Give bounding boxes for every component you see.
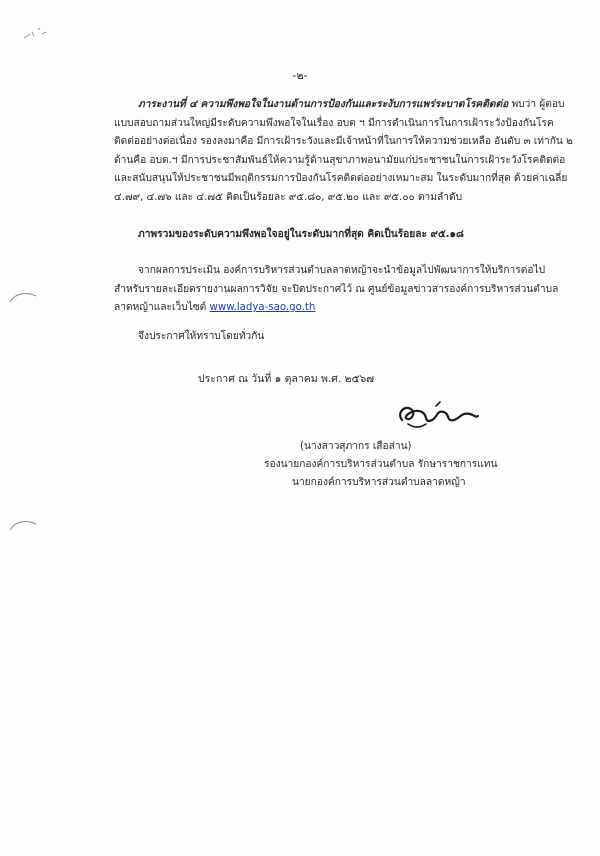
margin-mark-icon (8, 518, 38, 532)
paragraph-evaluation-results (114, 262, 574, 318)
signatory-name: (นางสาวสุภากร เสือส่าน) (300, 441, 412, 452)
overall-satisfaction-summary: ภาพรวมของระดับความพึงพอใจอยู่ในระดับมากที่สุด คิดเป็นร้อยละ ๙๕.๑๘ (138, 229, 464, 240)
signature-icon (392, 398, 482, 434)
website-link[interactable]: www.ladya-sao.go.th (209, 302, 316, 314)
paragraph-body: จากผลการประเมิน องค์การบริหารส่วนตำบลลาดหญ้าจะนำข้อมูลไปพัฒนาการให้บริการต่อไป สำหรับรายละเอียดรายงานผลการวิจัย จะปิดประกาศไว้ ณ ศูนย์ข้อมูลข่าวสารองค์การบริหารส่วนตำบลลาดหญ้าและเว็บไซต์ (114, 265, 559, 314)
paragraph-satisfaction-disease-control (114, 96, 574, 208)
margin-mark-icon (8, 290, 38, 304)
signatory-organization: นายกองค์การบริหารส่วนตำบลลาดหญ้า (292, 477, 466, 488)
page-number: -๒- (292, 69, 308, 82)
signatory-position: รองนายกองค์การบริหารส่วนตำบล รักษาราชการแทน (264, 459, 498, 470)
scan-artifact-icon (22, 24, 52, 44)
announcement-date-line: ประกาศ ณ วันที่ ๑ ตุลาคม พ.ศ. ๒๕๖๗ (198, 373, 375, 385)
paragraph-announcement-notice: จึงประกาศให้ทราบโดยทั่วกัน (138, 331, 265, 342)
paragraph-body: พบว่า ผู้ตอบแบบสอบถามส่วนใหญ่มีระดับความพึงพอใจในเรื่อง อบต ฯ มีการดำเนินการในการเฝ้าระวังป้องกันโรคติดต่ออย่างต่อเนื่อง รองลงมาคือ มีการเฝ้าระวังและมีเจ้าหน้าที่ในการให้ความช่วยเหลือ อันดับ ๓ เท่ากัน ๒ ด้านคือ อบต.ฯ มีการประชาสัมพันธ์ให้ความรู้ด้านสุขาภาพอนามัยแก่ประชาชนในการเฝ้าระวังโรคติดต่อและสนับสนุนให้ประชาชนมีพฤติกรรมการป้องกันโรคติดต่ออย่างเหมาะสม ในระดับมากที่สุด ด้วยค่าเฉลี่ย ๔.๗๙, ๔.๗๖ และ ๔.๗๕ คิดเป็นร้อยละ ๙๕.๘๐, ๙๕.๒๐ และ ๙๕.๐๐ ตามลำดับ (114, 99, 573, 203)
paragraph-heading: ภาระงานที่ ๔ ความพึงพอใจในงานด้านการป้องกันและระงับการแพร่ระบาดโรคติดต่อ (138, 99, 509, 110)
